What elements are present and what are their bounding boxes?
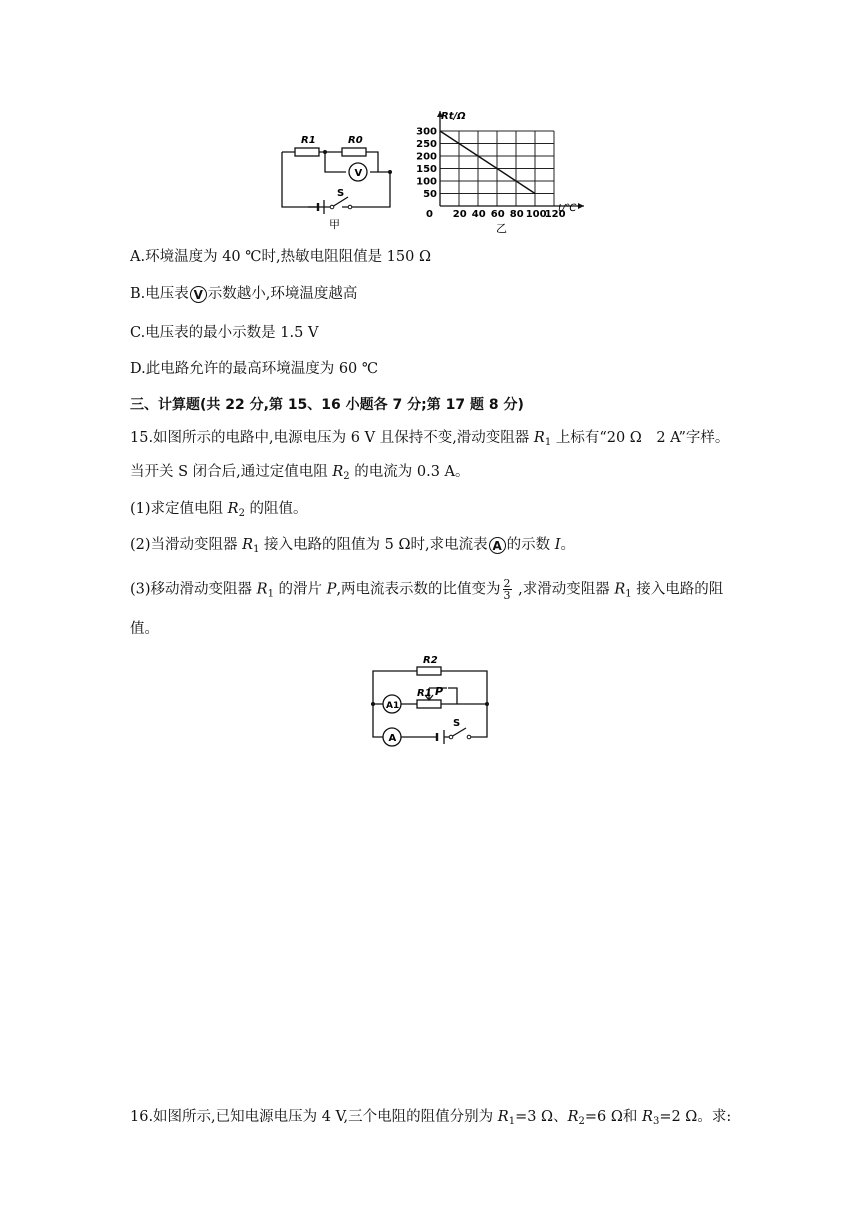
q15-text: (3)移动滑动变阻器	[130, 581, 257, 598]
option-c: C.电压表的最小示数是 1.5 V	[130, 325, 319, 341]
option-d: D.此电路允许的最高环境温度为 60 ℃	[130, 361, 379, 377]
option-a: A.环境温度为 40 ℃时,热敏电阻阻值是 150 Ω	[130, 249, 431, 265]
label-r0: R0	[348, 135, 363, 146]
var-r: R	[567, 1109, 579, 1125]
q15-text: 的阻值。	[244, 501, 308, 517]
x-tick-label: 0	[426, 209, 433, 220]
q15-text: 接入电路的阻	[631, 581, 724, 598]
resistance-line	[440, 131, 535, 194]
fraction	[503, 578, 512, 601]
var-r: R	[533, 430, 545, 446]
label-r1: R1	[301, 135, 316, 146]
label-r1: R1	[417, 688, 432, 699]
ammeter-a1-label: A1	[386, 701, 400, 711]
voltmeter-symbol: V	[190, 286, 207, 303]
q15-text: 的滑片	[273, 581, 327, 598]
q15-text: 接入电路的阻值为 5 Ω时,求电流表	[259, 537, 488, 553]
label-p: P	[435, 685, 444, 698]
chart-series	[440, 131, 535, 194]
y-tick-label: 300	[416, 126, 437, 138]
var-r: R	[256, 581, 268, 598]
q15-text: ,两电流表示数的比值变为	[336, 581, 501, 598]
chart-ylabel: Rt/Ω	[441, 111, 466, 122]
q15-part3-cont: 值。	[130, 621, 159, 637]
temperature-resistance-graph	[405, 105, 595, 235]
var-r: R	[332, 464, 344, 480]
q16-text: =2 Ω。求:	[659, 1109, 732, 1125]
q15-text: ,求滑动变阻器	[513, 581, 615, 598]
q15-line1	[130, 429, 729, 452]
sub: 2	[238, 508, 245, 519]
y-tick-label: 250	[416, 139, 437, 150]
x-tick-label: 20	[452, 209, 467, 220]
q16-text: 16.如图所示,已知电源电压为 4 V,三个电阻的阻值分别为	[130, 1109, 498, 1125]
sub: 2	[578, 1116, 585, 1127]
q15-part3	[130, 578, 723, 604]
q15-text: 上标有“20 Ω 2 A”字样。	[551, 430, 730, 446]
label-r2: R2	[423, 655, 438, 666]
q15-text: (1)求定值电阻	[130, 501, 228, 517]
x-tick-label: 100	[525, 209, 547, 220]
sub: 1	[625, 588, 632, 600]
x-axis-arrow	[578, 203, 584, 209]
q16-text: =6 Ω和	[584, 1109, 643, 1125]
q15-text: 的电流为 0.3 A。	[349, 464, 470, 480]
circuit-diagram-q15	[365, 650, 495, 750]
sub: 2	[343, 471, 350, 482]
fraction-denominator: 3	[503, 589, 511, 602]
x-tick-label: 120	[544, 209, 566, 220]
q15-text: 的示数	[506, 537, 555, 553]
option-b-prefix: B.电压表	[130, 286, 189, 302]
switch-label: S	[337, 188, 345, 199]
figure-caption-yi: 乙	[496, 222, 507, 235]
sub: 1	[253, 544, 260, 555]
q16-line1	[130, 1108, 731, 1131]
var-r: R	[642, 1109, 653, 1125]
circuit-diagram-jia	[270, 125, 400, 235]
var-r: R	[497, 1109, 509, 1125]
var-i: I	[554, 537, 561, 553]
option-b-suffix: 示数越小,环境温度越高	[207, 286, 358, 302]
q16-text: =3 Ω、	[515, 1109, 568, 1125]
q15-text: (2)当滑动变阻器	[130, 537, 243, 553]
ammeter-symbol: A	[489, 537, 506, 554]
sub: 3	[652, 1116, 660, 1127]
q15-text: 。	[560, 537, 575, 553]
q15-line2	[130, 463, 470, 486]
x-tick-label: 80	[509, 209, 524, 220]
option-b	[130, 285, 357, 303]
y-tick-label: 150	[416, 164, 437, 175]
ammeter-a-label: A	[388, 733, 397, 744]
q15-part1	[130, 500, 308, 523]
y-tick-label: 100	[416, 176, 437, 188]
switch-label: S	[453, 718, 461, 729]
y-tick-label: 200	[416, 151, 437, 163]
q15-text: 当开关 S 闭合后,通过定值电阻	[130, 464, 333, 480]
q15-text: 15.如图所示的电路中,电源电压为 6 V 且保持不变,滑动变阻器	[130, 430, 534, 446]
sub: 1	[267, 588, 274, 600]
fraction-numerator: 2	[503, 577, 511, 590]
var-p: P	[326, 581, 337, 598]
q15-part2	[130, 536, 575, 559]
chart-xlabel: t/℃	[558, 203, 577, 214]
y-tick-label: 50	[423, 189, 437, 200]
var-r: R	[614, 581, 626, 598]
voltmeter-label: V	[354, 168, 363, 179]
x-tick-label: 40	[471, 209, 486, 220]
sub: 1	[544, 437, 552, 448]
sub: 1	[508, 1116, 516, 1127]
x-tick-label: 60	[490, 209, 505, 220]
section-heading: 三、计算题(共 22 分,第 15、16 小题各 7 分;第 17 题 8 分)	[130, 397, 524, 413]
figure-caption-jia: 甲	[329, 218, 340, 231]
var-r: R	[242, 537, 254, 553]
var-r: R	[227, 501, 239, 517]
